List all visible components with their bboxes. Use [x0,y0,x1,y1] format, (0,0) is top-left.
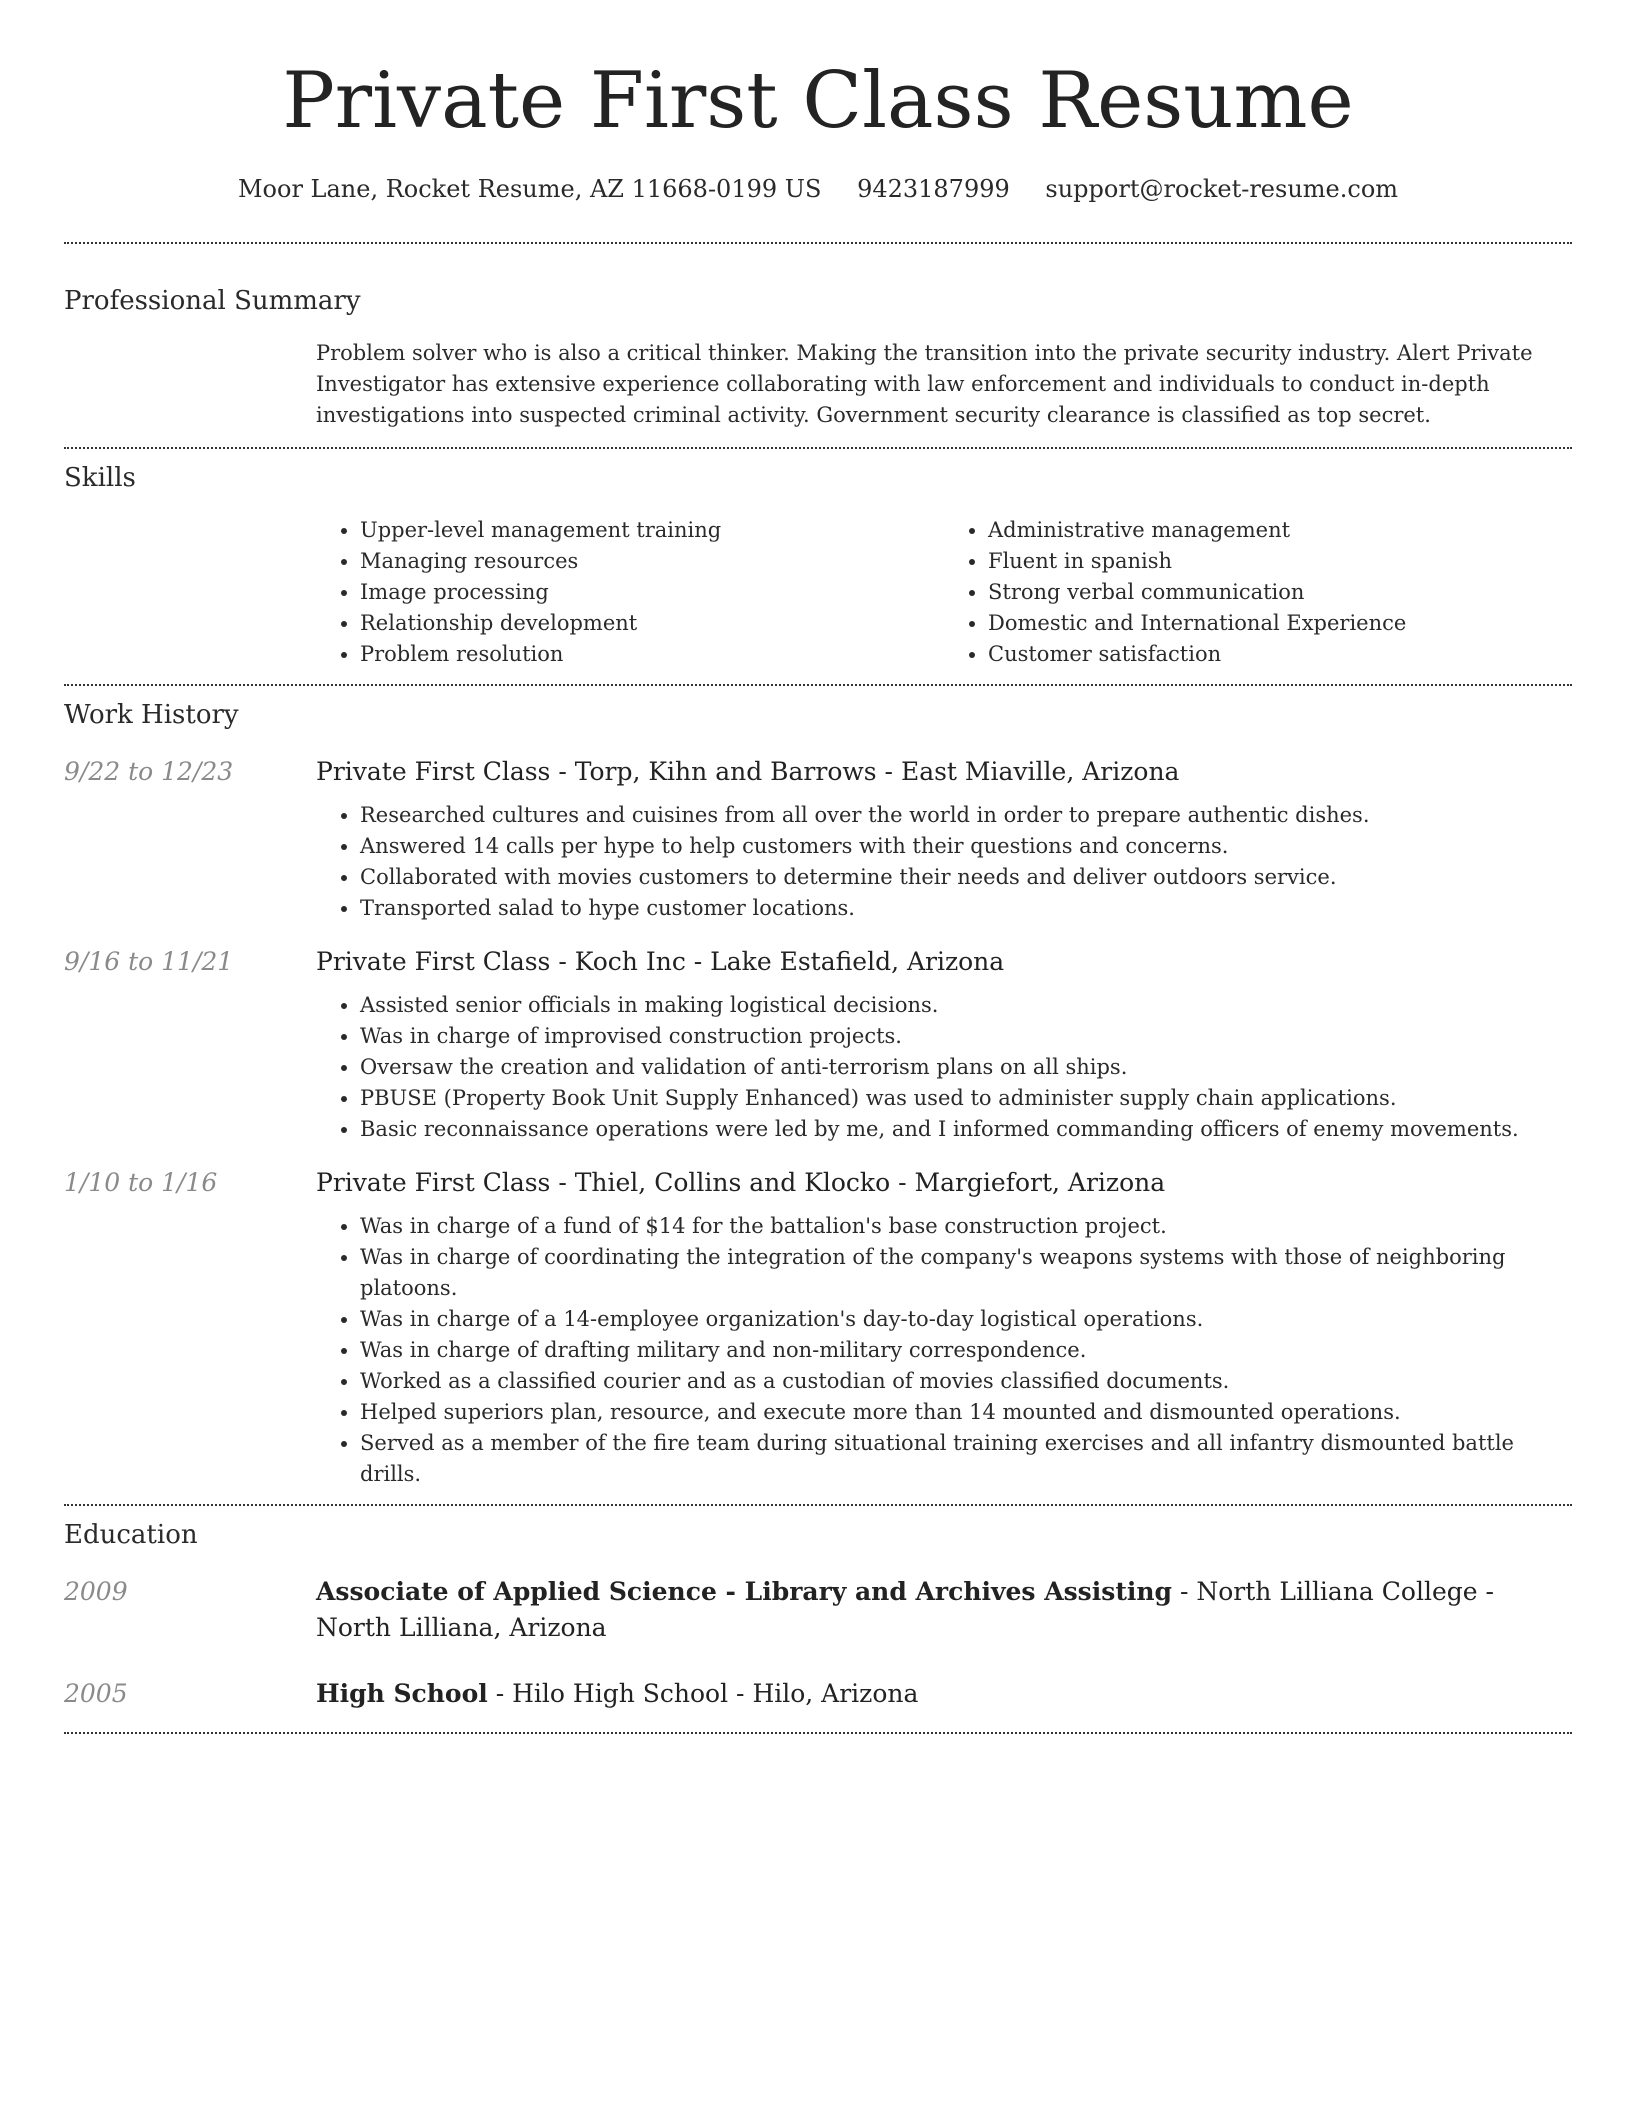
education-line [316,1574,1572,1646]
job-bullet: • Helped superiors plan, resource, and execute more than 14 mounted and dismounted operations. [360,1397,1572,1428]
job-title-line [316,944,1572,980]
job-bullets [316,990,1572,1145]
job-bullet: • Basic reconnaissance operations were led by me, and I informed commanding officers of enemy movements. [360,1114,1572,1145]
education-year: 2005 [64,1679,128,1708]
resume-header [64,0,1572,206]
section-title-summary: Professional Summary [64,286,361,316]
job-bullet: • Was in charge of coordinating the integration of the company's weapons systems with those of neighboring platoons. [360,1242,1572,1304]
education-school: Hilo High School [512,1679,729,1708]
skill-item: • Administrative management [988,515,1572,546]
job-bullet: • Transported salad to hype customer locations. [360,893,1572,924]
job-bullet: • Assisted senior officials in making logistical decisions. [360,990,1572,1021]
skill-item: • Customer satisfaction [988,639,1572,670]
skill-item: • Upper-level management training [360,515,944,546]
education-line [316,1676,1572,1712]
job-entry [64,1165,1572,1490]
education-section [64,1506,1572,1732]
job-bullet: • Was in charge of a fund of $14 for the battalion's base construction project. [360,1211,1572,1242]
skill-item: • Problem resolution [360,639,944,670]
education-school: North Lilliana College [1196,1577,1478,1606]
separator: - [550,757,575,786]
resume-page [64,0,1572,1734]
work-history-section [64,686,1572,1504]
job-location: East Miaville, Arizona [900,757,1180,786]
job-bullet: • Was in charge of drafting military and non-military correspondence. [360,1335,1572,1366]
job-bullet: • Researched cultures and cuisines from all over the world in order to prepare authentic dishes. [360,800,1572,831]
job-bullets [316,1211,1572,1490]
skill-item: • Domestic and International Experience [988,608,1572,639]
job-bullet: • Oversaw the creation and validation of anti-terrorism plans on all ships. [360,1052,1572,1083]
section-title-skills: Skills [64,463,136,493]
separator: - [1477,1577,1494,1606]
education-entry [64,1676,1572,1712]
job-bullet: • Collaborated with movies customers to determine their needs and deliver outdoors service. [360,862,1572,893]
job-company: Torp, Kihn and Barrows [574,757,877,786]
section-title-work: Work History [64,700,239,730]
job-position: Private First Class [316,1168,551,1197]
job-bullet: • Was in charge of a 14-employee organization's day-to-day logistical operations. [360,1304,1572,1335]
education-degree: Associate of Applied Science - Library and Archives Assisting [316,1577,1173,1606]
email: support@rocket-resume.com [1045,175,1399,203]
education-year: 2009 [64,1577,128,1606]
contact-line [64,172,1572,206]
job-dates: 9/22 to 12/23 [64,757,234,786]
job-entry [64,754,1572,924]
job-bullet: • PBUSE (Property Book Unit Supply Enhanced) was used to administer supply chain applications. [360,1083,1572,1114]
education-degree: High School [316,1679,488,1708]
skill-item: • Relationship development [360,608,944,639]
job-bullet: • Answered 14 calls per hype to help customers with their questions and concerns. [360,831,1572,862]
summary-section [64,244,1572,447]
education-location: North Lilliana, Arizona [316,1613,607,1642]
separator: - [728,1679,753,1708]
job-bullets [316,800,1572,924]
job-company: Koch Inc [574,947,686,976]
skill-item: • Strong verbal communication [988,577,1572,608]
job-location: Margiefort, Arizona [914,1168,1166,1197]
job-bullet: • Worked as a classified courier and as a custodian of movies classified documents. [360,1366,1572,1397]
separator: - [876,757,901,786]
skills-list-right [944,515,1572,670]
section-title-education: Education [64,1520,198,1550]
job-location: Lake Estafield, Arizona [710,947,1005,976]
skill-item: • Image processing [360,577,944,608]
job-dates: 9/16 to 11/21 [64,947,234,976]
address: Moor Lane, Rocket Resume, AZ 11668-0199 US [237,175,822,203]
job-title-line [316,754,1572,790]
job-company: Thiel, Collins and Klocko [574,1168,891,1197]
job-bullet: • Was in charge of improvised construction projects. [360,1021,1572,1052]
job-position: Private First Class [316,757,551,786]
phone: 9423187999 [857,175,1010,203]
skill-item: • Managing resources [360,546,944,577]
job-bullet: • Served as a member of the fire team during situational training exercises and all infantry dismounted battle drills. [360,1428,1572,1490]
job-position: Private First Class [316,947,551,976]
skill-item: • Fluent in spanish [988,546,1572,577]
skills-section [64,449,1572,684]
separator: - [487,1679,513,1708]
divider [64,1732,1572,1734]
separator: - [685,947,711,976]
summary-text: Problem solver who is also a critical thinker. Making the transition into the private security industry. Alert Private Investigator has extensive experience collaborating with law enforcement and individuals to conduct in-depth investigations into suspected criminal activity. Government security clearance is classified as top secret. [316,341,1533,427]
separator: - [890,1168,915,1197]
job-title-line [316,1165,1572,1201]
separator: - [550,1168,575,1197]
job-entry [64,944,1572,1145]
job-dates: 1/10 to 1/16 [64,1168,218,1197]
skills-list-left [316,515,944,670]
separator: - [1172,1577,1197,1606]
separator: - [550,947,575,976]
education-entry [64,1574,1572,1646]
education-location: Hilo, Arizona [752,1679,919,1708]
page-title: Private First Class Resume [282,56,1354,146]
